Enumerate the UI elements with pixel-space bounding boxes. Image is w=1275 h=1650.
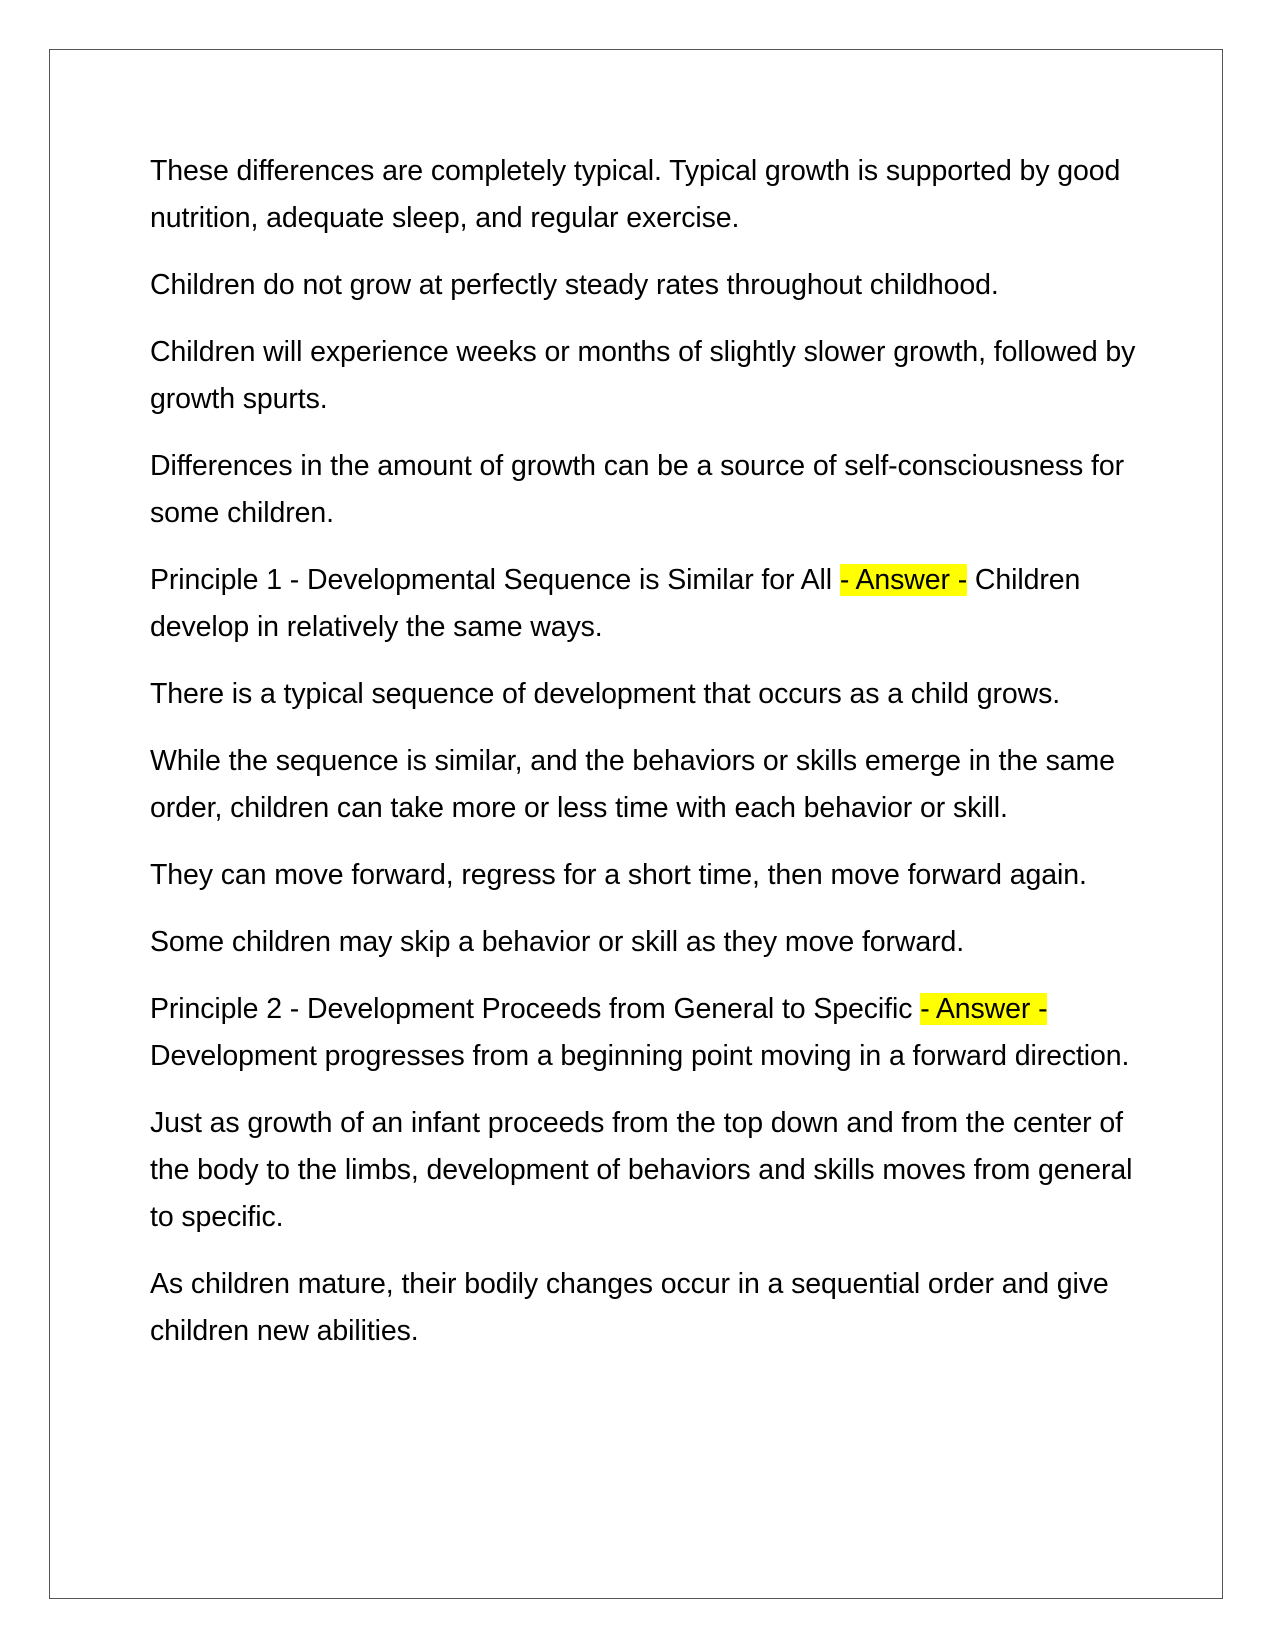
paragraph: As children mature, their bodily changes occur in a sequential order and give children new abilities. [150,1268,1109,1347]
paragraph-principle-2 [150,986,1150,1080]
paragraph: Children do not grow at perfectly steady rates throughout childhood. [150,269,999,301]
answer-text: Children develop in relatively the same ways. [150,564,1081,643]
paragraph: Differences in the amount of growth can be a source of self-consciousness for some children. [150,450,1124,529]
paragraph: They can move forward, regress for a short time, then move forward again. [150,859,1087,891]
paragraph: Children will experience weeks or months of slightly slower growth, followed by growth spurts. [150,336,1136,415]
paragraph: Some children may skip a behavior or skill as they move forward. [150,926,965,958]
paragraph: Just as growth of an infant proceeds from the top down and from the center of the body to the limbs, development of behaviors and skills moves from general to specific. [150,1107,1133,1233]
paragraph-principle-1 [150,557,1150,651]
answer-highlight: - Answer - [920,993,1048,1025]
paragraph: There is a typical sequence of development that occurs as a child grows. [150,678,1061,710]
principle-heading: Principle 2 - Development Proceeds from General to Specific [150,993,921,1025]
answer-text: Development progresses from a beginning point moving in a forward direction. [150,1040,1130,1072]
paragraph: While the sequence is similar, and the behaviors or skills emerge in the same order, children can take more or less time with each behavior or skill. [150,745,1115,824]
document-body [150,148,1150,1375]
paragraph: These differences are completely typical. Typical growth is supported by good nutrition, adequate sleep, and regular exercise. [150,155,1121,234]
principle-heading: Principle 1 - Developmental Sequence is Similar for All [150,564,840,596]
answer-highlight: - Answer - [839,564,968,596]
